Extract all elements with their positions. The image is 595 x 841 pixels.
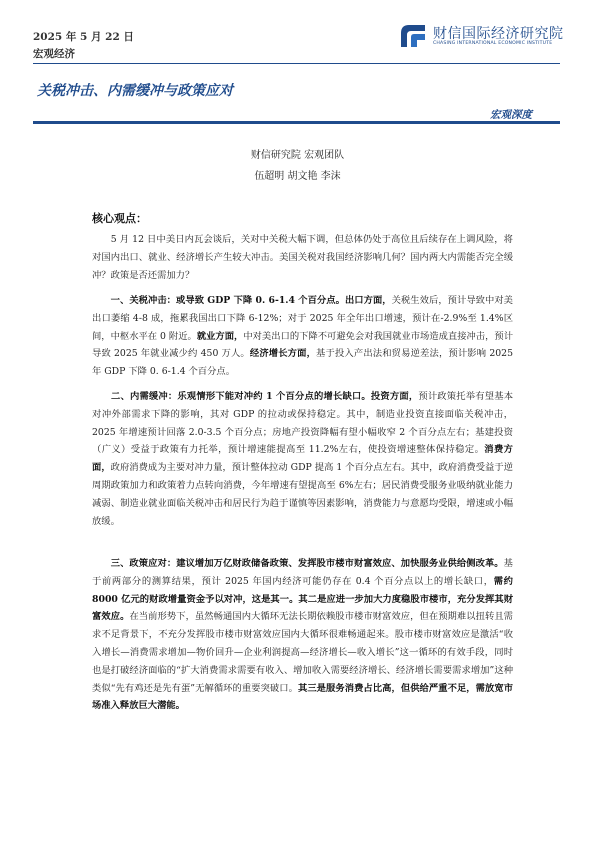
- emphasis-text: 需约 8000 亿元的财政增量资金予以对冲，这是其一。其二是应进一步加大力度稳股市楼市，充分发挥其财富效应。: [92, 575, 513, 623]
- logo-mark-icon: [399, 23, 427, 49]
- body-text: 基于前两部分的测算结果，预计 2025 年国内经济可能仍存在 0.4 个百分点以上的增长缺口，: [92, 558, 513, 587]
- body-text: 预计政策托举有望基本对冲外部需求下降的影响，其对 GDP 的拉动或保持稳定。其中，制造业投资直接面临关税冲击，2025 年增速预计回落 2.0-3.5 个百分点；房地产投资降幅有望小幅收窄 2 个百分点左右；基建投资（广义）受益于政策有力托举，预计增速能提高至 11.2%左右，使投资增速整体保持稳定。: [92, 391, 513, 456]
- body-text: 在当前形势下，虽然畅通国内大循环无法长期依赖股市楼市财富效应，但在预期难以扭转且需求不足背景下，不充分发挥股市楼市财富效应国内大循环很难畅通起来。股市楼市财富效应是激活“收入增长—消费需求增加—物价回升—企业利润提高—经济增长—收入增长”这一循环的有效手段，同时也是打破经济面临的“扩大消费需求需要有收入、增加收入需要经济增长、经济增长需要需求增加”这种类似“先有鸡还是先有蛋”无解循环的重要突破口。: [92, 611, 513, 694]
- emphasis-text: 其三是服务消费占比高，但供给严重不足，需放宽市场准入释放巨大潜能。: [92, 682, 513, 712]
- body-text: 关税生效后，预计导致中对美出口萎缩 4-8 成，拖累我国出口下降 6-12%；对于 2025 年全年出口增速，预计在-2.9%至 1.4%区间，中枢水平在 0 附近。: [92, 295, 513, 342]
- point-policy-response: [92, 555, 513, 715]
- logo-text-en: CHASING INTERNATIONAL ECONOMIC INSTITUTE: [433, 41, 553, 46]
- section-tag: 宏观深度: [490, 109, 532, 121]
- author-names: 伍超明 胡文艳 李沫: [254, 171, 341, 182]
- institute-logo: [399, 23, 579, 49]
- report-date: 2025 年 5 月 22 日: [33, 31, 134, 43]
- report-title: 关税冲击、内需缓冲与政策应对: [37, 83, 233, 99]
- logo-text-cn: 财信国际经济研究院: [433, 26, 564, 42]
- emphasis-text: 一、关税冲击：或导致 GDP 下降 0. 6-1.4 个百分点。出口方面，: [110, 295, 392, 306]
- author-institute: 财信研究院 宏观团队: [250, 150, 345, 161]
- emphasis-text: 经济增长方面，: [249, 348, 317, 360]
- body-text: 基于投入产出法和贸易逆差法，预计影响 2025 年 GDP 下降 0. 6-1.4 个百分点。: [92, 348, 513, 378]
- emphasis-text: 就业方面，: [196, 330, 244, 342]
- emphasis-text: 二、内需缓冲：乐观情形下能对冲约 1 个百分点的增长缺口。投资方面，: [110, 391, 419, 402]
- body-text: 政府消费成为主要对冲力量，预计整体拉动 GDP 提高 1 个百分点左右。其中，政府消费受益于逆周期政策加力和政策着力点转向消费，今年增速有望提高至 6%左右；居民消费受服务业吸纳就业能力减弱、制造业就业面临关税冲击和居民行为趋于谨慎等因素影响，消费能力与意愿均受限，增速或小幅放缓。: [92, 462, 513, 527]
- emphasis-text: 消费方面，: [92, 444, 513, 474]
- intro-paragraph: [92, 231, 513, 284]
- point-tariff-impact: [92, 292, 513, 381]
- core-views-heading: 核心观点：: [92, 212, 147, 225]
- body-text: 中对美出口的下降不可避免会对我国就业市场造成直接冲击，预计导致 2025 年就业减少约 450 万人。: [92, 330, 513, 360]
- report-category: 宏观经济: [33, 48, 75, 60]
- emphasis-text: 三、政策应对：建议增加万亿财政储备政策、发挥股市楼市财富效应、加快服务业供给侧改革。: [110, 558, 504, 569]
- point-domestic-demand: [92, 388, 513, 530]
- body-text: 5 月 12 日中美日内瓦会谈后，关对中关税大幅下调，但总体仍处于高位且后续存在上调风险，将对国内出口、就业、经济增长产生较大冲击。美国关税对我国经济影响几何？国内两大内需能否完全缓冲？政策是否还需加力？: [92, 234, 513, 281]
- header-divider: [33, 63, 560, 64]
- title-divider: [33, 121, 560, 124]
